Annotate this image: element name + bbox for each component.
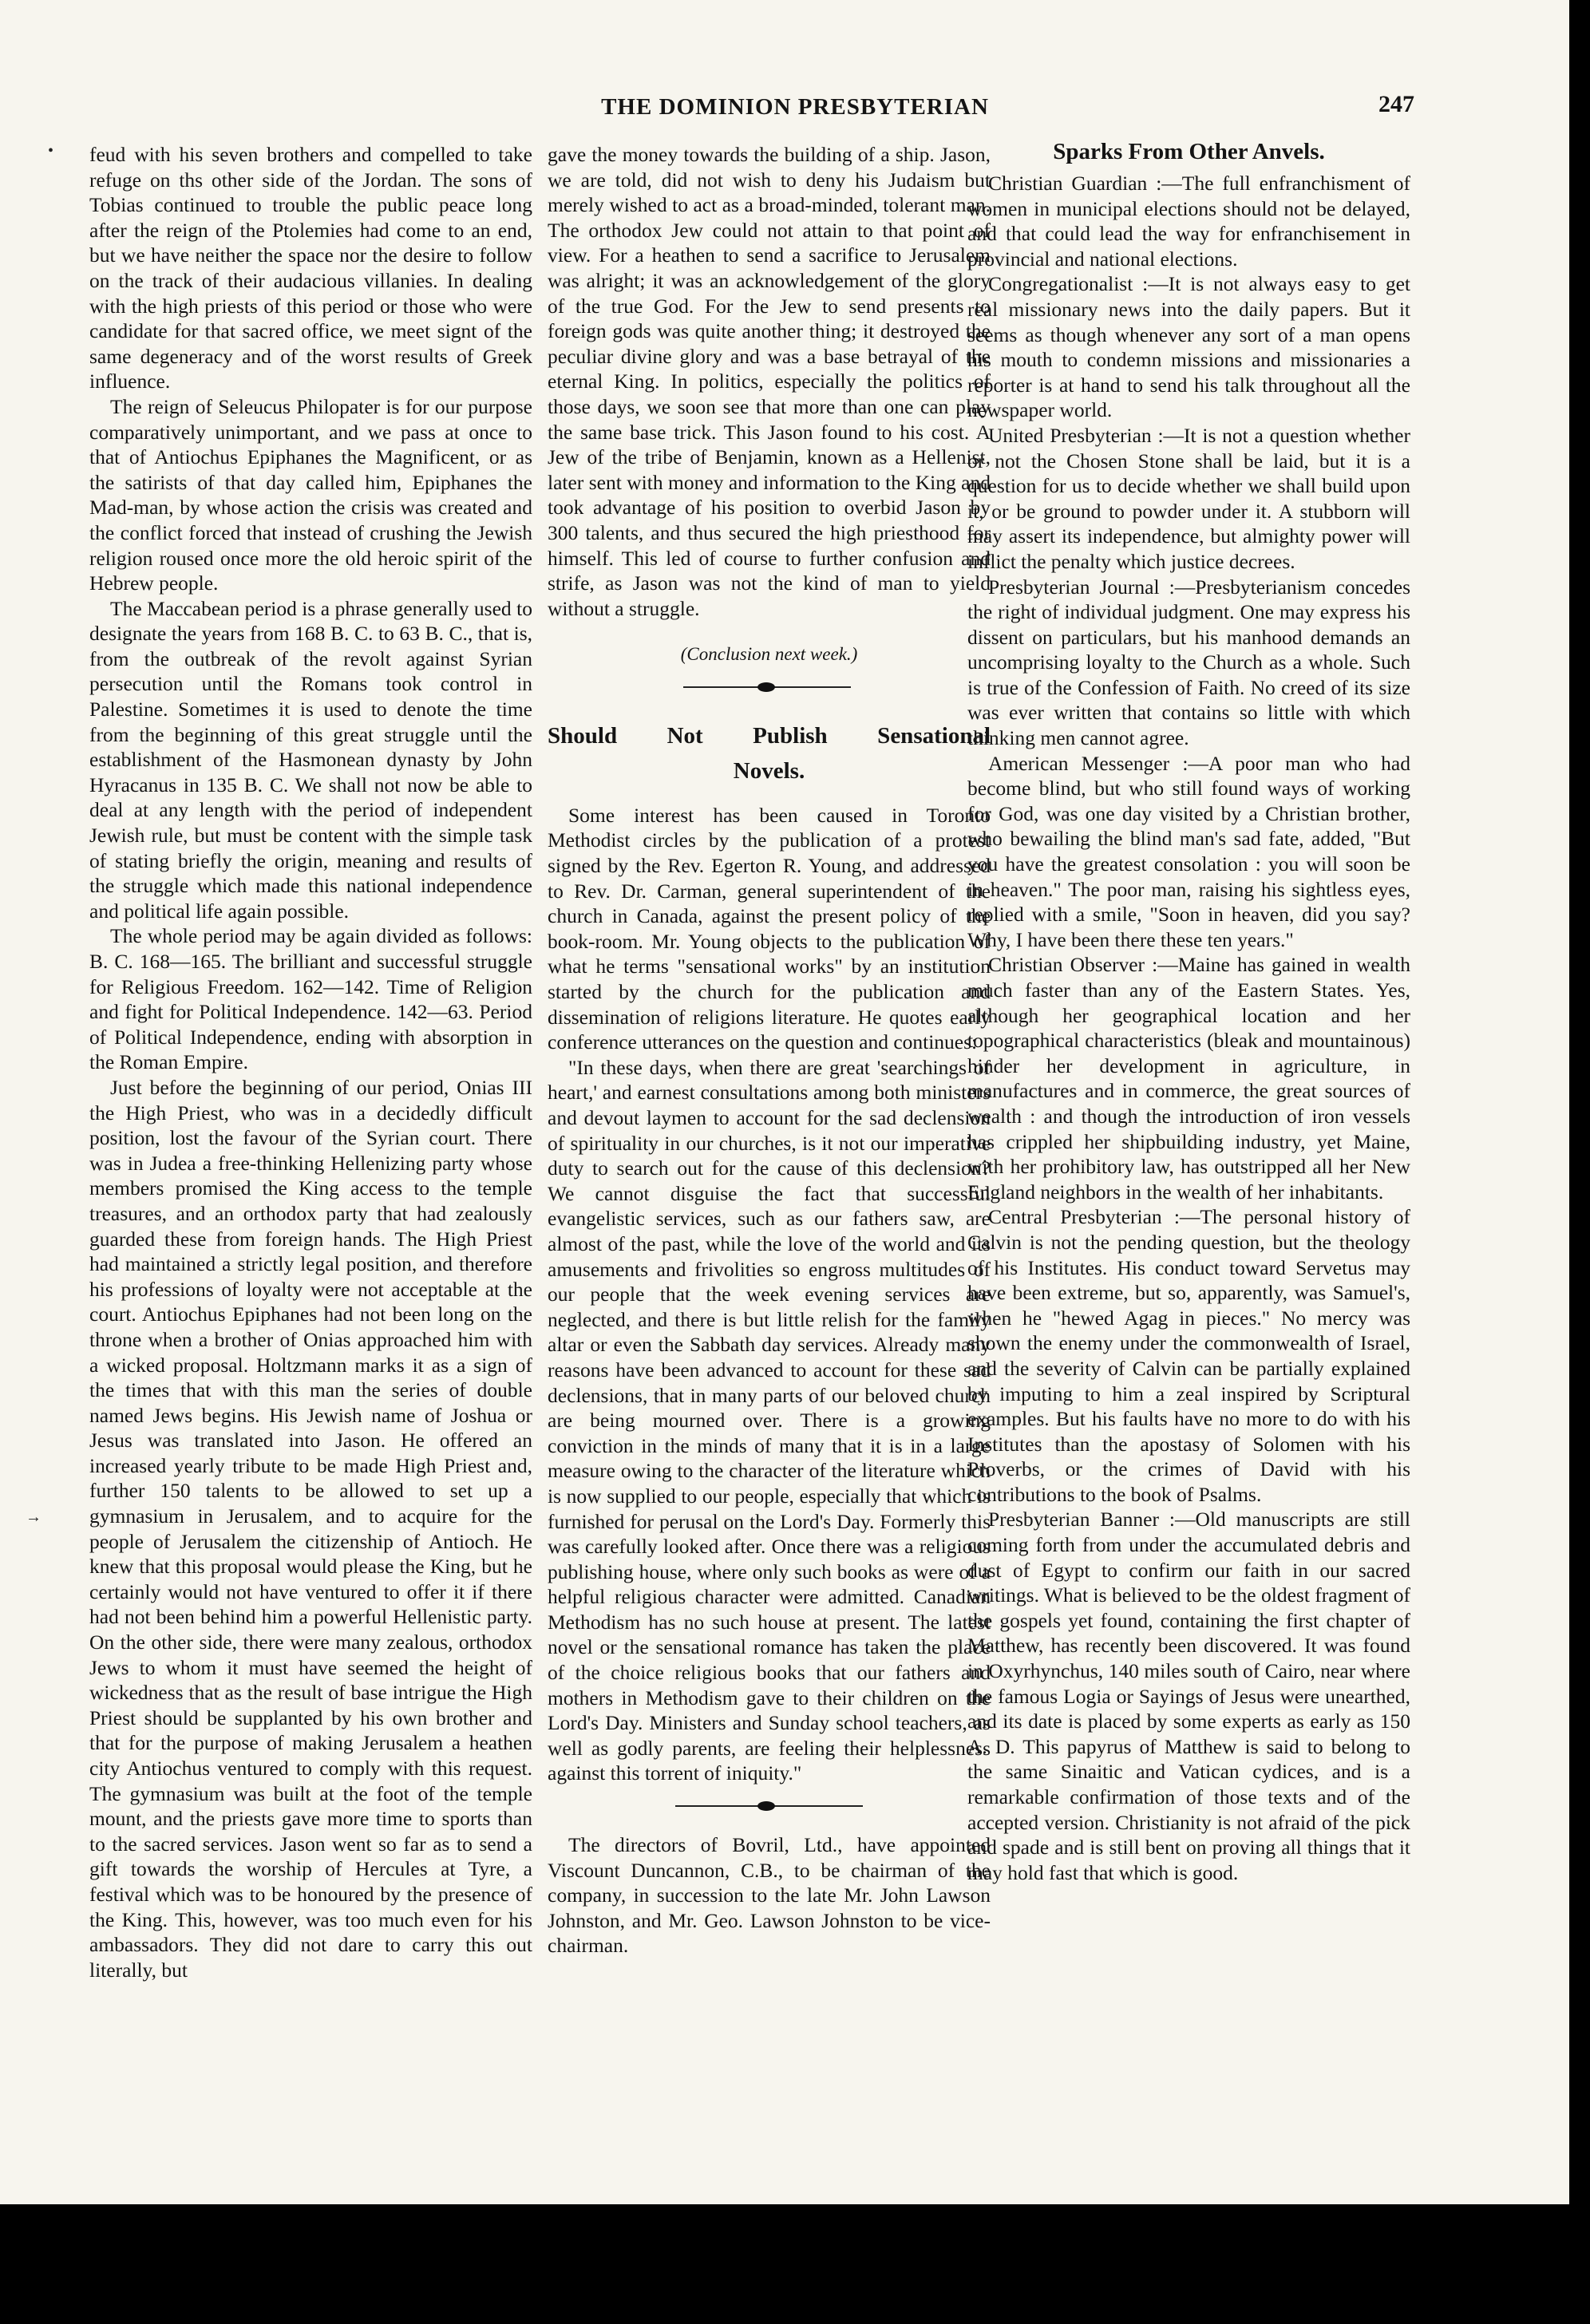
conclusion-note: (Conclusion next week.) (680, 644, 858, 665)
left-paragraph: The Maccabean period is a phrase generally used to designate the years from 168 B. C. to 63 B. C., that is, from the outbreak of the revolt against Syrian persecution until the Romans took control in Palestine. Sometimes it is used to denote the time from the beginning of this great struggle until the establishment of the Hasmonean dynasty by John Hyracanus in 135 B. C. We shall not now be able to deal at any length with the period of independent Jewish rule, but must be content with the simple task of stating briefly the origin, meaning and results of the struggle which made this national independence and political life again possible. (89, 596, 532, 923)
scan-edge-right (1569, 0, 1590, 2324)
sparks-paragraph: American Messenger :—A poor man who had become blind, but who still found ways of working for God, was one day visited by a Christian brother, who bewailing the blind man's sad fate, added, "But you have the greatest consolation : you will soon be in heaven." The poor man, raising his sightless eyes, replied with a smile, "Soon in heaven, did you say? Why, I have been there these ten years." (967, 751, 1410, 951)
running-header-title: THE DOMINION PRESBYTERIAN (601, 94, 989, 120)
sparks-paragraph: Congregationalist :—It is not always easy to get real missionary news into the daily papers. But it seems as though whenever any sort of a man opens his mouth to condemn missions and missionaries a reporter is at hand to send his talk throughout all the newspaper world. (967, 272, 1410, 422)
article-paragraph: Some interest has been caused in Toronto Methodist circles by the publication of a protest signed by the Rev. Egerton R. Young, and addressed to Rev. Dr. Carman, general superintendent of the church in Canada, against the present policy of the book-room. Mr. Young objects to the publication of what he terms "sensational works" by an institution started by the church for the publication and dissemination of religions literature. He quotes early conference utterances on the question and continues: (548, 803, 991, 1054)
sparks-paragraph: Christian Observer :—Maine has gained in wealth much faster than any of the Eastern States. Yes, although her geographical location and her topographical characteristics (bleak and mountainous) hinder her development in agriculture, in manufactures and in commerce, the great sources of wealth : and though the introduction of iron vessels has crippled her shipbuilding industry, yet Maine, with her prohibitory law, has outstripped all her New England neighbors in the wealth of her inhabitants. (967, 953, 1410, 1204)
sparks-paragraph: Central Presbyterian :—The personal history of Calvin is not the pending question, but the theology of his Institutes. His conduct toward Servetus may have been extreme, but so, apparently, was Samuel's, when he "hewed Agag in pieces." No mercy was shown the enemy under the commonwealth of Israel, and the severity of Calvin can be partially explained by imputing to him a zeal inspired by Scriptural examples. But his faults have no more to do with his Institutes than the apostasy of Solomen with his Proverbs, or the crimes of David with his contributions to the book of Psalms. (967, 1205, 1410, 1506)
article-title-line2: Novels. (733, 757, 805, 784)
left-column (89, 142, 532, 1982)
left-paragraph: feud with his seven brothers and compelled to take refuge on ths other side of the Jordan. The sons of Tobias continued to trouble the public peace long after the reign of the Ptolemies had come to an end, but we have neither the space nor the desire to follow on the track of their audacious villanies. In dealing with the high priests of this period or those who were candidate for that sacred office, we meet signt of the same degeneracy and of the worst results of Greek influence. (89, 143, 532, 393)
sparks-paragraph: Presbyterian Journal :—Presbyterianism concedes the right of individual judgment. One may express his dissent on particulars, but his manhood demands an uncomprising loyalty to the Church as a whole. Such is true of the Confession of Faith. No creed of its size was ever written that contains so little with which thinking men cannot agree. (967, 575, 1410, 750)
sparks-paragraph: United Presbyterian :—It is not a question whether or not the Chosen Stone shall be laid, but it is a question for us to decide whether we shall build upon it, or be ground to powder under it. A stubborn will may assert its independence, but almighty power will inflict the penalty which justice decrees. (967, 423, 1410, 573)
divider-ornament (757, 682, 775, 692)
sparks-paragraph: Christian Guardian :—The full enfranchisment of women in municipal elections should not be delayed, and that could lead the way for enfranchisement in provincial and national elections. (967, 172, 1410, 271)
article-title-line1: Should Not Publish Sensational (548, 722, 991, 749)
left-paragraph: The whole period may be again divided as follows: B. C. 168—165. The brilliant and successful struggle for Religious Freedom. 162—142. Time of Religion and fight for Political Independence. 142—63. Period of Political Independence, ending with absorption in the Roman Empire. (89, 924, 532, 1074)
sparks-paragraph: Presbyterian Banner :—Old manuscripts are still coming forth from under the accumulated debris and dust of Egypt to confirm our faith in our sacred writings. What is believed to be the oldest fragment of the gospels yet found, containing the first chapter of Matthew, has recently been discovered. It was found in Oxyrhynchus, 140 miles south of Cairo, near where the famous Logia or Sayings of Jesus were unearthed, and its date is placed by some experts as early as 150 A. D. This papyrus of Matthew is said to belong to the same Sinaitic and Vatican cydices, and is a remarkable confirmation of those texts and of the accepted version. Christianity is not afraid of the pick and spade and is still bent on proving all things that it may hold fast that which is good. (967, 1508, 1410, 1884)
scan-edge-bottom (0, 2204, 1590, 2324)
left-paragraph: Just before the beginning of our period, Onias III the High Priest, who was in a decidedly difficult position, lost the favour of the Syrian court. There was in Judea a free-thinking Hellenizing party whose members promised the King access to the temple treasures, and an orthodox party that had zealously guarded these from foreign hands. The High Priest had maintained a strictly legal position, and therefore his professions of loyalty were not acceptable at the court. Antiochus Epiphanes had not been long on the throne when a brother of Onias approached him with a wicked proposal. Holtzmann marks it as a sign of the times that with this man the series of double named Jews begins. His Jewish name of Joshua or Jesus was translated into Jason. He offered an increased yearly tribute to be made High Priest and, further 150 talents to be allowed to set up a gymnasium in Jerusalem, and to acquire for the people of Jerusalem the citizenship of Antioch. He knew that this proposal would please the King, but he certainly would not have ventured to offer it if there had not been behind him a powerful Hellenistic party. On the other side, there were many zealous, orthodox Jews to whom it must have seemed the height of wickedness that as the result of base intrigue the High Priest should be supplanted by his own brother and that for the purpose of making Jerusalem a heathen city Antiochus ventured to comply with this request. The gymnasium was built at the foot of the temple mount, and the priests gave more time to sports than to the sacred services. Jason went so far as to send a gift towards the worship of Hercules at Tyre, a festival which was to be honoured by the presence of the King. This, however, was too much even for his ambassadors. They did not dare to carry this out literally, but (89, 1075, 532, 1982)
margin-mark-middle: → (26, 1508, 42, 1526)
section-divider (548, 682, 991, 693)
bovril-notice: The directors of Bovril, Ltd., have appointed Viscount Duncannon, C.B., to be chairman of the company, in succession to the late Mr. John Lawson Johnston, and Mr. Geo. Lawson Johnston to be vice-chairman. (548, 1833, 991, 1958)
margin-mark-top: • (48, 142, 54, 160)
section-divider (548, 1800, 991, 1812)
right-column (967, 137, 1410, 1885)
middle-column (548, 142, 991, 1958)
divider-ornament (757, 1801, 775, 1811)
page-number: 247 (1378, 91, 1414, 117)
article-paragraph: "In these days, when there are great 'searchings of heart,' and earnest consultations among both ministers and devout laymen to account for the sad declension of spirituality in our churches, is it not our imperative duty to search out for the cause of this declension? We cannot disguise the fact that successful evangelistic services, such as our fathers saw, are almost of the past, while the love of the world and its amusements and frivolities so engross multitudes of our people that the week evening services are neglected, and there is but little relish for the family altar or even the Sabbath day services. Already many reasons have been advanced to account for these sad declensions, that in many parts of our beloved church are being mourned over. There is a growing conviction in the minds of many that it is in a large measure owing to the character of the literature which is now supplied to our people, especially that which is furnished for perusal on the Lord's Day. Formerly this was carefully looked after. Once there was a religious publishing house, where only such books as were of a helpful religious character were admitted. Canadian Methodism has no such house at present. The latest novel or the sensational romance has taken the place of the choice religious books that our fathers and mothers in Methodism gave to their children on the Lord's Day. Ministers and Sunday school teachers, as well as godly parents, are feeling their helplessness against this torrent of iniquity." (548, 1055, 991, 1785)
sparks-title: Sparks From Other Anvels. (1053, 139, 1325, 164)
spacer (548, 704, 991, 721)
continuation-paragraph: gave the money towards the building of a ship. Jason, we are told, did not wish to deny his Judaism but merely wished to act as a broad-minded, tolerant man. The orthodox Jew could not attain to that point of view. For a heathen to send a sacrifice to Jerusalem was alright; it was an acknowledgement of the glory of the true God. For the Jew to send presents to foreign gods was quite another thing; it destroyed the peculiar divine glory and was a base betrayal of the eternal King. In politics, especially the politics of those days, we soon see that more than one can play the same base trick. This Jason found to his cost. A Jew of the tribe of Benjamin, known as a Hellenist, later sent with money and information to the King and took advantage of his position to overbid Jason by 300 talents, and thus secured the high priesthood for himself. This led of course to further confusion and strife, as Jason was not the kind of man to yield without a struggle. (548, 143, 991, 620)
left-paragraph: The reign of Seleucus Philopater is for our purpose comparatively unimportant, and we pass at once to that of Antiochus Epiphanes the Magnificent, or as the satirists of that day called him, Epiphanes the Mad-man, by whose action the crisis was created and the conflict forced that instead of crushing the Jewish religion roused once more the old heroic spirit of the Hebrew people. (89, 394, 532, 595)
